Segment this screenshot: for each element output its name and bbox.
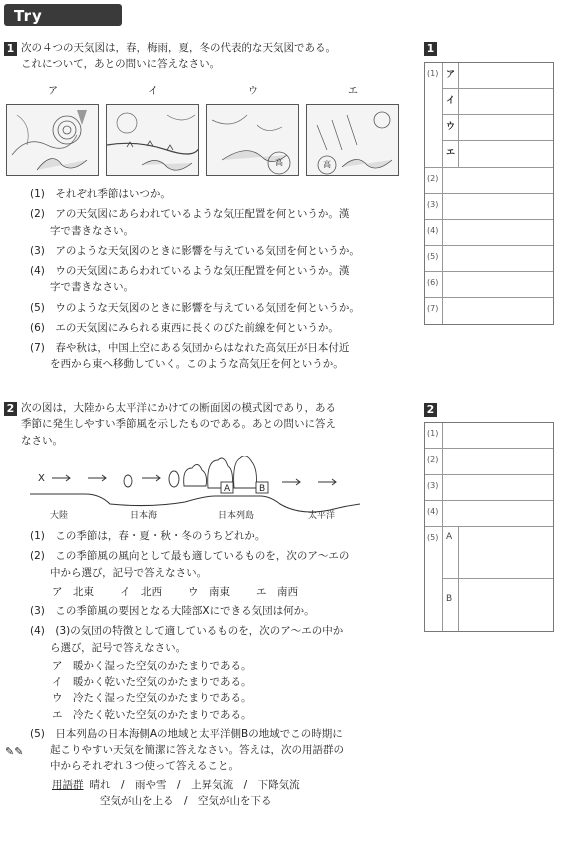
q2-intro-line-1 xyxy=(4,400,402,416)
term-group-title: 用語群 xyxy=(52,778,84,791)
weather-map-i xyxy=(106,104,199,176)
answer-row-6-label: (6) xyxy=(425,272,443,297)
map-label-u: ウ xyxy=(248,86,258,97)
wind-option-u: ウ 南東 xyxy=(188,585,230,598)
svg-text:高: 高 xyxy=(323,160,331,169)
answer-1-e-label: エ xyxy=(443,141,459,167)
answer-table-2 xyxy=(424,422,554,632)
q2-item-2: (2) この季節風の風向として最も適しているものを，次のア～エの xyxy=(30,550,350,563)
q2-number: 2 xyxy=(4,402,17,416)
q1-number: 1 xyxy=(4,42,17,56)
answer2-row-3-label: (3) xyxy=(425,475,443,500)
answer-2-field[interactable] xyxy=(443,168,553,193)
q1-items xyxy=(4,186,402,373)
answer-row-6 xyxy=(425,272,553,298)
answer-7-field[interactable] xyxy=(443,298,553,324)
q1-intro-text-1: 次の４つの天気図は，春，梅雨，夏，冬の代表的な天気図である。 xyxy=(21,42,336,54)
diagram-a-label: A xyxy=(224,484,231,494)
answer-row-2-label: (2) xyxy=(425,168,443,193)
q1-item-7: (7) 春や秋は，中国上空にある気団からはなれた高気圧が日本付近 xyxy=(30,342,350,355)
q2-intro-line-3: なさい。 xyxy=(21,434,63,447)
map-label-e: エ xyxy=(348,86,358,97)
answer2-row-1 xyxy=(425,423,553,449)
wind-options xyxy=(52,584,402,600)
map-label-i: イ xyxy=(148,86,158,97)
answer-6-field[interactable] xyxy=(443,272,553,297)
diagram-b-label: B xyxy=(259,484,266,494)
answer2-5-a-label: A xyxy=(443,527,459,578)
hint-icon: ✎✎ xyxy=(5,745,24,758)
answer2-5-a-field[interactable] xyxy=(459,527,553,578)
answer2-4-field[interactable] xyxy=(443,501,553,526)
answer-row-3-label: (3) xyxy=(425,194,443,219)
weather-map-a xyxy=(6,104,99,176)
answer-row-7 xyxy=(425,298,553,324)
weather-map-e xyxy=(306,104,399,176)
answer2-row-4 xyxy=(425,501,553,527)
svg-text:高: 高 xyxy=(275,158,283,167)
weather-map-u xyxy=(206,104,299,176)
feature-option-e: エ 冷たく乾いた空気のかたまりである。 xyxy=(52,708,252,721)
feature-option-a: ア 暖かく湿った空気のかたまりである。 xyxy=(52,659,252,672)
q2-item-2-cont: 中から選び，記号で答えなさい。 xyxy=(50,566,208,579)
question-1 xyxy=(4,40,402,73)
cross-section-diagram xyxy=(30,456,360,522)
answer-row-5 xyxy=(425,246,553,272)
q1-item-6: (6) エの天気図にみられる東西に長くのびた前線を何というか。 xyxy=(30,321,339,334)
q1-item-4-cont: 字で書きなさい。 xyxy=(50,281,134,294)
term-group-line-1: 晴れ / 雨や雪 / 上昇気流 / 下降気流 xyxy=(89,778,300,791)
answer-panel-1-number: 1 xyxy=(424,42,437,56)
answer-row-5-label: (5) xyxy=(425,246,443,271)
q1-item-3: (3) アのような天気図のときに影響を与えている気団を何というか。 xyxy=(30,244,360,257)
answer-panel-2-number: 2 xyxy=(424,403,437,417)
q2-intro-text-1: 次の図は，大陸から太平洋にかけての断面図の模式図であり，ある xyxy=(21,402,336,414)
answer2-row-1-label: (1) xyxy=(425,423,443,448)
feature-options xyxy=(52,658,402,723)
answer-1-i-field[interactable] xyxy=(459,89,553,114)
answer2-5-a xyxy=(443,527,553,579)
q2-item-4: (4) (3)の気団の特徴として適しているものを，次のア～エの中か xyxy=(30,625,344,638)
feature-option-i: イ 暖かく乾いた空気のかたまりである。 xyxy=(52,676,252,689)
answer-row-4 xyxy=(425,220,553,246)
answer2-row-4-label: (4) xyxy=(425,501,443,526)
question-2 xyxy=(4,400,402,449)
q2-item-5: (5) 日本列島の日本海側Aの地域と太平洋側Bの地域でこの時期に xyxy=(30,727,343,740)
answer-1-e-field[interactable] xyxy=(459,141,553,167)
answer2-1-field[interactable] xyxy=(443,423,553,448)
q2-item-3: (3) この季節風の要因となる大陸部Xにできる気団は何か。 xyxy=(30,605,315,618)
answer-1-i xyxy=(443,89,553,115)
answer2-3-field[interactable] xyxy=(443,475,553,500)
answer-row-1-label: (1) xyxy=(425,63,443,167)
wind-option-a: ア 北東 xyxy=(52,585,94,598)
q1-item-1: (1) それぞれ季節はいつか。 xyxy=(30,188,171,200)
answer-table-1 xyxy=(424,62,554,325)
feature-option-u: ウ 冷たく湿った空気のかたまりである。 xyxy=(52,692,252,705)
answer-1-e xyxy=(443,141,553,167)
weather-maps xyxy=(4,84,402,184)
answer-row-7-label: (7) xyxy=(425,298,443,324)
q2-item-1: (1) この季節は，春・夏・秋・冬のうちどれか。 xyxy=(30,530,266,542)
answer-1-i-label: イ xyxy=(443,89,459,114)
answer-row-2 xyxy=(425,168,553,194)
answer-5-field[interactable] xyxy=(443,246,553,271)
answer-1-a-label: ア xyxy=(443,63,459,88)
try-banner xyxy=(4,4,122,26)
q1-item-2-cont: 字で書きなさい。 xyxy=(50,224,134,237)
diagram-x-label: X xyxy=(38,473,45,484)
q2-item-5-cont-1: 起こりやすい天気を簡潔に答えなさい。答えは，次の用語群の xyxy=(50,744,344,757)
q1-item-7-cont: を西から東へ移動していく。このような高気圧を何というか。 xyxy=(50,358,344,371)
answer-row-1 xyxy=(425,63,553,168)
answer-1-a xyxy=(443,63,553,89)
term-group-line-2: 空気が山を上る / 空気が山を下る xyxy=(100,794,272,807)
try-label: Try xyxy=(14,7,43,25)
place-nihonkai: 日本海 xyxy=(130,511,158,521)
wind-option-e: エ 南西 xyxy=(256,585,298,598)
answer-1-u xyxy=(443,115,553,141)
answer2-row-5-label: (5) xyxy=(425,527,443,631)
q1-item-5: (5) ウのような天気図のときに影響を与えている気団を何というか。 xyxy=(30,301,360,314)
q1-intro-line-1 xyxy=(4,40,402,56)
wind-option-i: イ 北西 xyxy=(120,585,162,598)
map-label-a: ア xyxy=(48,86,58,97)
place-taiheiyo: 太平洋 xyxy=(308,511,336,521)
term-group xyxy=(52,777,402,793)
answer2-5-b-field[interactable] xyxy=(459,579,553,631)
answer-row-4-label: (4) xyxy=(425,220,443,245)
answer2-5-b xyxy=(443,579,553,631)
q1-intro-line-2: これについて，あとの問いに答えなさい。 xyxy=(21,58,221,71)
q2-item-5-cont-2: 中からそれぞれ３つ使って答えること。 xyxy=(50,760,239,773)
answer2-row-2 xyxy=(425,449,553,475)
answer2-row-3 xyxy=(425,475,553,501)
q1-item-2: (2) アの天気図にあらわれているような気圧配置を何というか。漢 xyxy=(30,208,350,221)
q2-item-4-cont: ら選び，記号で答えなさい。 xyxy=(50,641,187,654)
place-tairiku: 大陸 xyxy=(50,511,69,521)
q2-intro-line-2: 季節に発生しやすい季節風を示したものである。あとの問いに答え xyxy=(21,418,336,431)
answer-3-field[interactable] xyxy=(443,194,553,219)
answer-4-field[interactable] xyxy=(443,220,553,245)
answer-1-u-field[interactable] xyxy=(459,115,553,140)
answer-row-3 xyxy=(425,194,553,220)
answer2-5-b-label: B xyxy=(443,579,459,631)
q1-item-4: (4) ウの天気図にあらわれているような気圧配置を何というか。漢 xyxy=(30,265,350,278)
answer2-2-field[interactable] xyxy=(443,449,553,474)
answer2-row-2-label: (2) xyxy=(425,449,443,474)
answer-1-u-label: ウ xyxy=(443,115,459,140)
answer-1-a-field[interactable] xyxy=(459,63,553,88)
q2-items xyxy=(4,528,402,809)
answer2-row-5 xyxy=(425,527,553,631)
place-nihon-retto: 日本列島 xyxy=(218,511,255,521)
